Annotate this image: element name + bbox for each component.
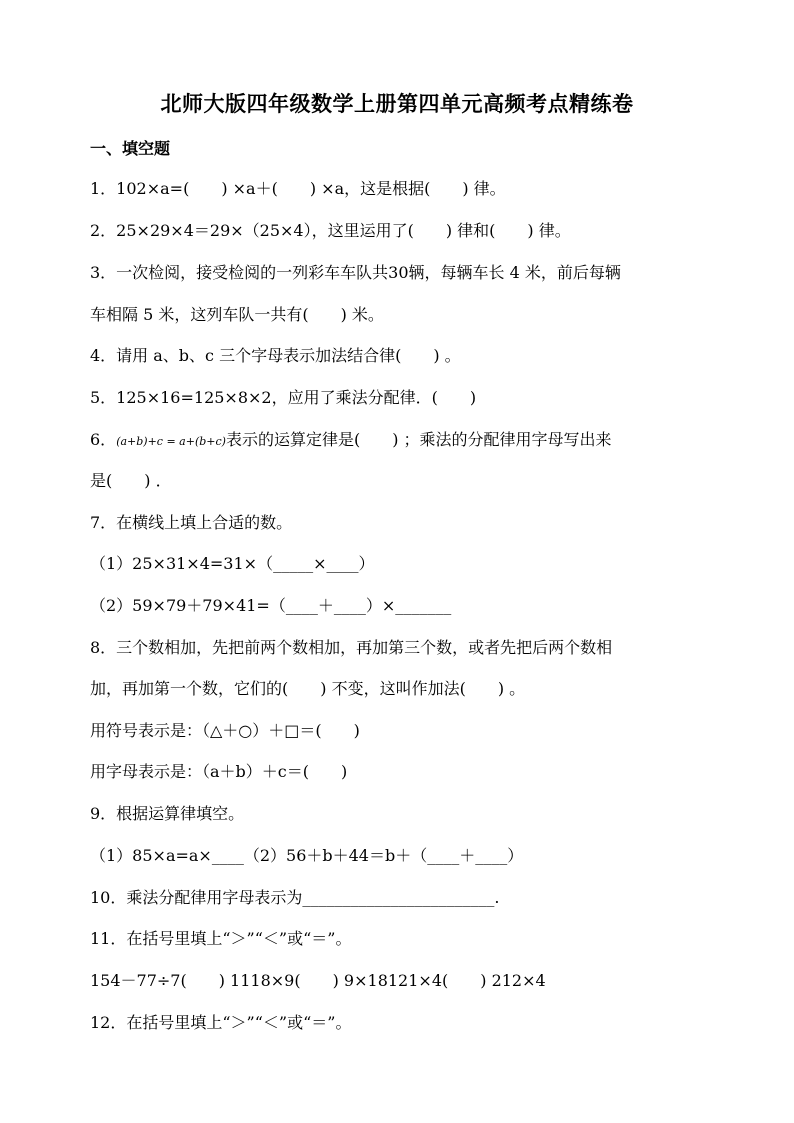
question-3-line-1: 3．一次检阅，接受检阅的一列彩车车队共30辆，每辆车长 4 米，前后每辆 <box>90 263 621 282</box>
question-8-letter-form: 用字母表示是：（a＋b）＋c＝( ) <box>90 762 348 781</box>
question-11-comparisons: 154－77÷7( ) 1118×9( ) 9×18121×4( ) 212×4 <box>90 971 546 990</box>
associative-law-formula: (a+b)+c = a+(b+c) <box>116 435 226 448</box>
question-2: 2．25×29×4＝29×（25×4），这里运用了( ) 律和( ) 律。 <box>90 221 571 240</box>
question-7-part-2: （2）59×79＋79×41=（____＋____）×_______ <box>90 596 452 615</box>
page-title: 北师大版四年级数学上册第四单元高频考点精练卷 <box>160 91 634 116</box>
question-11: 11．在括号里填上“＞”“＜”或“＝”。 <box>90 929 352 948</box>
question-7-part-1: （1）25×31×4=31×（_____×____） <box>90 554 375 573</box>
question-7: 7．在横线上填上合适的数。 <box>90 513 293 532</box>
question-10: 10．乘法分配律用字母表示为________________________. <box>90 888 500 907</box>
question-1: 1．102×a=( ) ×a＋( ) ×a，这是根据( ) 律。 <box>90 179 506 198</box>
question-9: 9．根据运算律填空。 <box>90 804 245 823</box>
question-4: 4．请用 a、b、c 三个字母表示加法结合律( ) 。 <box>90 346 461 365</box>
question-9-parts: （1）85×a=a×____（2）56＋b＋44＝b＋（____＋____） <box>90 846 524 865</box>
question-6-line-2: 是( ) ． <box>90 471 172 490</box>
question-6-line-1 <box>90 429 612 453</box>
question-8-line-2: 加，再加第一个数，它们的( ) 不变，这叫作加法( ) 。 <box>90 679 526 698</box>
section-heading-fill-in: 一、填空题 <box>90 139 171 158</box>
question-5: 5．125×16=125×8×2，应用了乘法分配律．( ) <box>90 388 477 407</box>
question-8-line-1: 8．三个数相加，先把前两个数相加，再加第三个数，或者先把后两个数相 <box>90 638 613 657</box>
question-6-text: 表示的运算定律是( ) ；乘法的分配律用字母写出来 <box>225 430 612 449</box>
question-6-number: 6． <box>90 430 117 449</box>
question-12: 12．在括号里填上“＞”“＜”或“＝”。 <box>90 1013 352 1032</box>
question-3-line-2: 车相隔 5 米，这列车队一共有( ) 米。 <box>90 305 384 324</box>
question-8-symbol-form: 用符号表示是：（△＋○）＋□＝( ) <box>90 721 360 740</box>
